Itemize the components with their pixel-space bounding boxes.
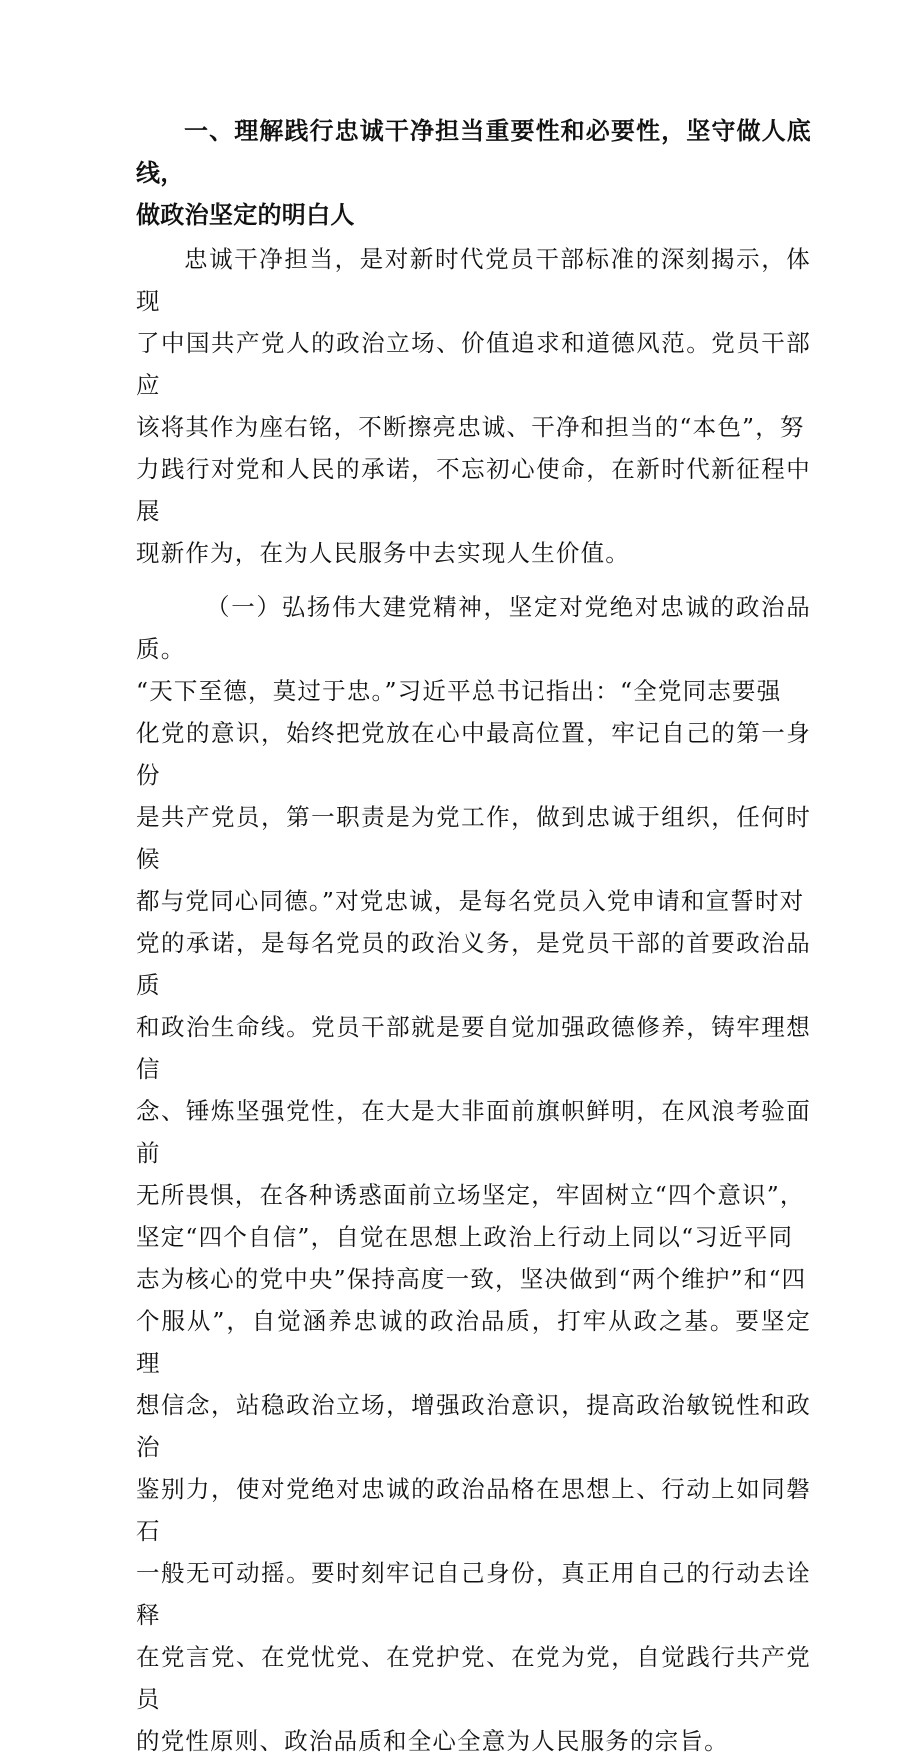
text-line: 现新作为，在为人民服务中去实现人生价值。 bbox=[136, 539, 630, 567]
paragraph-subsection-1 bbox=[136, 586, 811, 1762]
text-line: 想信念，站稳政治立场，增强政治意识，提高政治敏锐性和政治 bbox=[136, 1391, 811, 1461]
heading-line: 一、理解践行忠诚干净担当重要性和必要性，坚守做人底线， bbox=[136, 117, 811, 187]
text-line: 坚定“四个自信”，自觉在思想上政治上行动上同以“习近平同 bbox=[136, 1223, 794, 1251]
text-line: 该将其作为座右铭，不断擦亮忠诚、干净和担当的“本色”，努 bbox=[136, 413, 805, 441]
text-line: 个服从”，自觉涵养忠诚的政治品质，打牢从政之基。要坚定理 bbox=[136, 1307, 811, 1377]
text-line: 念、锤炼坚强党性，在大是大非面前旗帜鲜明，在风浪考验面前 bbox=[136, 1097, 811, 1167]
text-line: （一）弘扬伟大建党精神，坚定对党绝对忠诚的政治品质。 bbox=[136, 593, 811, 663]
text-line: 忠诚干净担当，是对新时代党员干部标准的深刻揭示，体现 bbox=[136, 245, 811, 315]
text-line: 化党的意识，始终把党放在心中最高位置，牢记自己的第一身份 bbox=[136, 719, 811, 789]
text-line: 都与党同心同德。”对党忠诚，是每名党员入党申请和宣誓时对 bbox=[136, 887, 805, 915]
text-line: 在党言党、在党忧党、在党护党、在党为党，自觉践行共产党员 bbox=[136, 1643, 811, 1713]
text-line: 党的承诺，是每名党员的政治义务，是党员干部的首要政治品质 bbox=[136, 929, 811, 999]
text-line: 力践行对党和人民的承诺，不忘初心使命，在新时代新征程中展 bbox=[136, 455, 811, 525]
text-line: 一般无可动摇。要时刻牢记自己身份，真正用自己的行动去诠释 bbox=[136, 1559, 811, 1629]
text-line: 是共产党员，第一职责是为党工作，做到忠诚于组织，任何时候 bbox=[136, 803, 811, 873]
text-line: 的党性原则、政治品质和全心全意为人民服务的宗旨。 bbox=[136, 1727, 729, 1755]
text-line: 鉴别力，使对党绝对忠诚的政治品格在思想上、行动上如同磐石 bbox=[136, 1475, 811, 1545]
heading-line: 做政治坚定的明白人 bbox=[136, 201, 355, 229]
text-line: “天下至德，莫过于忠。”习近平总书记指出：“全党同志要强 bbox=[136, 677, 782, 705]
text-line: 志为核心的党中央”保持高度一致，坚决做到“两个维护”和“四 bbox=[136, 1265, 807, 1293]
text-line: 和政治生命线。党员干部就是要自觉加强政德修养，铸牢理想信 bbox=[136, 1013, 811, 1083]
text-line: 了中国共产党人的政治立场、价值追求和道德风范。党员干部应 bbox=[136, 329, 811, 399]
paragraph-intro bbox=[136, 238, 811, 574]
document-body bbox=[136, 110, 811, 1762]
text-line: 无所畏惧，在各种诱惑面前立场坚定，牢固树立“四个意识”， bbox=[136, 1181, 805, 1209]
section-heading bbox=[136, 110, 811, 236]
